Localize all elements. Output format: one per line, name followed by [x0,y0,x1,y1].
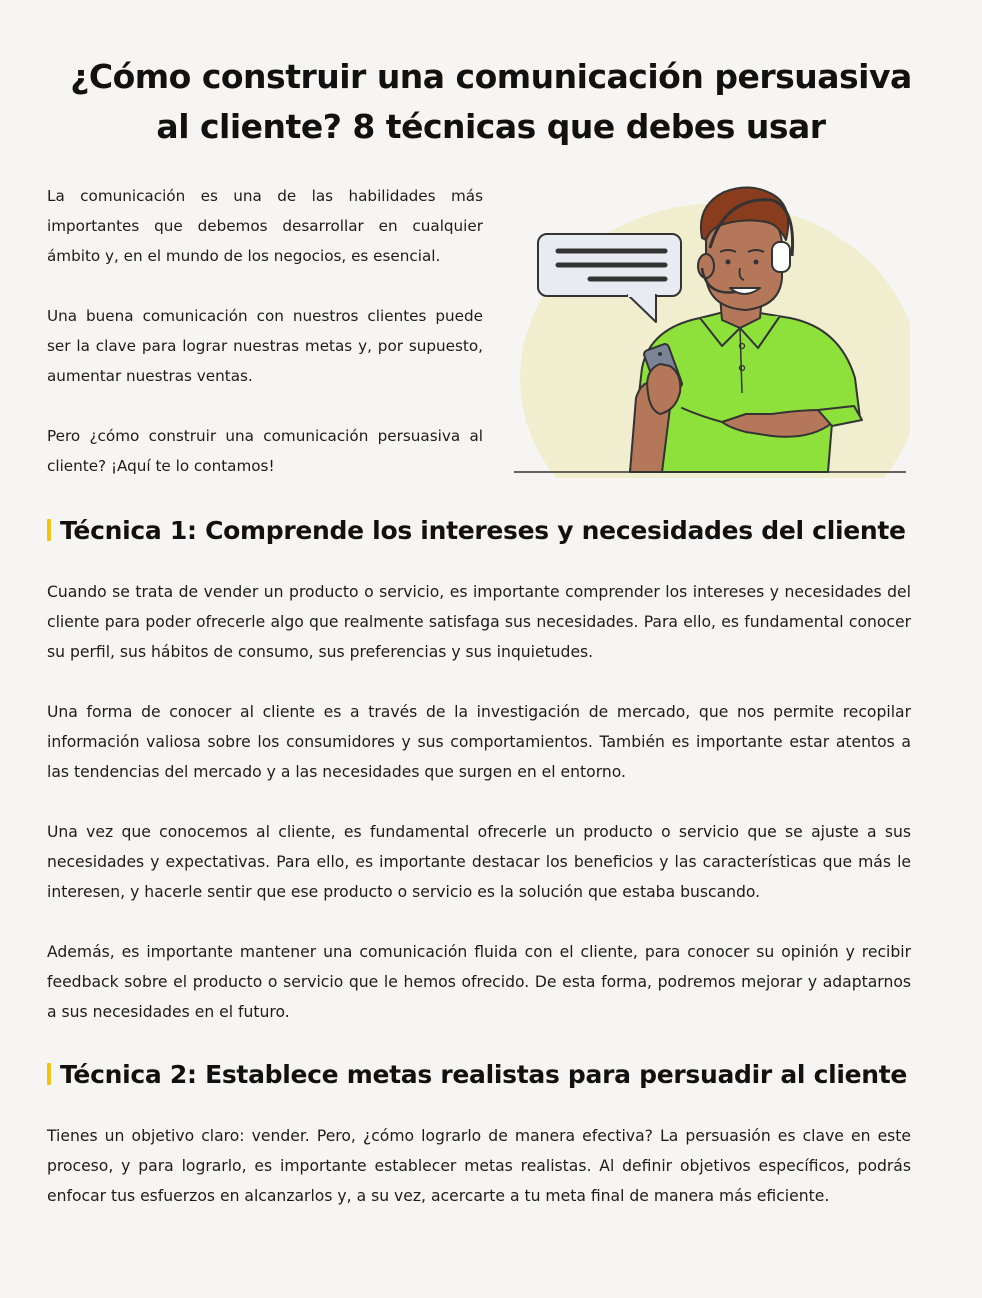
body-paragraph: Además, es importante mantener una comunicación fluida con el cliente, para conocer su opinión y recibir feedback sobre el producto o servicio que le hemos ofrecido. De esta forma, podremos mejorar y adaptarnos a sus necesidades en el futuro. [47,943,911,1021]
section-heading-text: Técnica 2: Establece metas realistas para persuadir al cliente [60,1060,908,1089]
section-2-body [47,1121,911,1241]
intro-paragraph: Pero ¿cómo construir una comunicación persuasiva al cliente? ¡Aquí te lo contamos! [47,427,483,475]
page-title-line-1: ¿Cómo construir una comunicación persuasiva [70,57,912,96]
body-paragraph: Cuando se trata de vender un producto o servicio, es importante comprender los intereses y necesidades del cliente para poder ofrecerle algo que realmente satisfaga sus necesidades. Para ello, es fundamental conocer su perfil, sus hábitos de consumo, sus preferencias y sus inquietudes. [47,583,911,661]
heading-accent-bar [47,519,51,541]
section-heading-text: Técnica 1: Comprende los intereses y necesidades del cliente [60,516,906,545]
intro-paragraph: La comunicación es una de las habilidades más importantes que debemos desarrollar en cualquier ámbito y, en el mundo de los negocios, es esencial. [47,187,483,265]
heading-accent-bar [47,1063,51,1085]
customer-support-agent-illustration [510,178,910,478]
section-heading-tecnica-2 [47,1058,927,1092]
body-paragraph: Una forma de conocer al cliente es a través de la investigación de mercado, que nos permite recopilar información valiosa sobre los consumidores y sus comportamientos. También es importante estar atentos a las tendencias del mercado y a las necesidades que surgen en el entorno. [47,703,911,781]
section-1-body [47,577,911,1057]
page-title [40,52,942,152]
body-paragraph: Tienes un objetivo claro: vender. Pero, ¿cómo lograrlo de manera efectiva? La persuasión es clave en este proceso, y para lograrlo, es importante establecer metas realistas. Al definir objetivos específicos, podrás enfocar tus esfuerzos en alcanzarlos y, a su vez, acercarte a tu meta final de manera más eficiente. [47,1127,911,1205]
body-paragraph: Una vez que conocemos al cliente, es fundamental ofrecerle un producto o servicio que se ajuste a sus necesidades y expectativas. Para ello, es importante destacar los beneficios y las características que más le interesen, y hacerle sentir que ese producto o servicio es la solución que estaba buscando. [47,823,911,901]
section-heading-tecnica-1 [47,514,927,548]
intro-text [47,181,483,511]
page-title-line-2: al cliente? 8 técnicas que debes usar [156,107,826,146]
intro-paragraph: Una buena comunicación con nuestros clientes puede ser la clave para lograr nuestras metas y, por supuesto, aumentar nuestras ventas. [47,307,483,385]
